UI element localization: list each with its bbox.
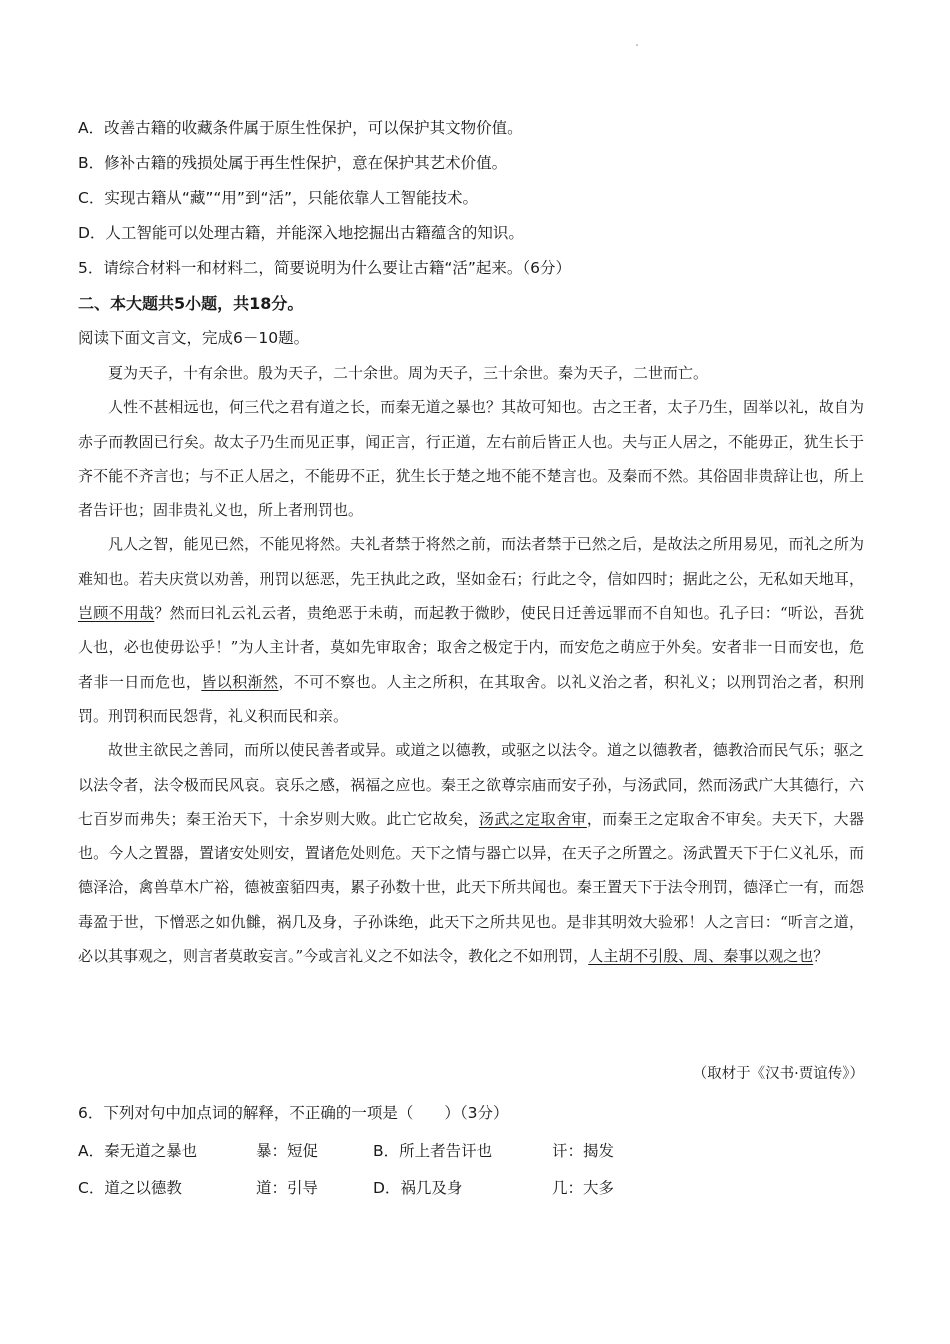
passage-paragraph-3 [78, 527, 864, 733]
question-6-stem: 6．下列对句中加点词的解释，不正确的一项是（ ）（3分） [78, 1104, 509, 1122]
q4-option-c: C．实现古籍从“藏”“用”到“活”，只能依靠人工智能技术。 [78, 189, 479, 207]
passage-source: （取材于《汉书·贾谊传》） [692, 1066, 864, 1082]
underlined-sentence: 汤武之定取舍审 [478, 809, 587, 828]
passage-text: 故世主欲民之善同，而所以使民善者或异。或道之以德教，或驱之以法令。道之以德教者，德教洽而民气乐；驱之以法令者，法令极而民风哀。哀乐之感，祸福之应也。秦王之欲尊宗庙而安子孙，与汤武同，然而汤武广大其德行，六七百岁而弗失；秦王治天下，十余岁则大败。此亡它故矣， [78, 741, 864, 828]
passage-text: ？然而曰礼云礼云者，贵绝恶于未萌，而起教于微眇，使民日迁善远罪而不自知也。孔子曰：“听讼，吾犹人也，必也使毋讼乎！”为人主计者，莫如先审取舍；取舍之极定于内，而安危之萌应于外矣。安者非一日而安也，危者非一日而危也， [78, 604, 864, 691]
underlined-sentence: 人主胡不引殷、周、秦事以观之也 [588, 947, 814, 966]
scan-dot [636, 44, 638, 46]
underlined-sentence: 岂顾不用哉 [78, 604, 155, 623]
passage-text: ，不可不察也。人主之所积，在其取舍。以礼义治之者，积礼义；以刑罚治之者，积刑罚。刑罚积而民怨背，礼义积而民和亲。 [78, 672, 864, 725]
underlined-sentence: 皆以积渐然 [201, 672, 279, 691]
q6-option-c: C．道之以德教 [78, 1179, 182, 1197]
classical-passage [78, 356, 864, 973]
passage-text: ，而秦王之定取舍不审矣。夫天下，大器也。今人之置器，置诸安处则安，置诸危处则危。天下之情与器亡以异，在天子之所置之。汤武置天下于仁义礼乐，而德泽洽，禽兽草木广裕，德被蛮貊四夷，累子孙数十世，此天下所共闻也。秦王置天下于法令刑罚，德泽亡一有，而怨毒盈于世，下憎恶之如仇雠，祸几及身，子孙诛绝，此天下之所共见也。是非其明效大验邪！人之言曰：“听言之道，必以其事观之，则言者莫敢妄言。”今或言礼义之不如法令，教化之不如刑罚， [78, 809, 864, 966]
q6-option-d-gloss: 几：大多 [552, 1179, 615, 1197]
question-5: 5．请综合材料一和材料二，简要说明为什么要让古籍“活”起来。（6分） [78, 259, 572, 277]
passage-paragraph-4 [78, 733, 864, 973]
q6-option-b-gloss: 讦：揭发 [552, 1142, 615, 1160]
passage-paragraph-2: 人性不甚相远也，何三代之君有道之长，而秦无道之暴也？其故可知也。古之王者，太子乃生，固举以礼，故自为赤子而教固已行矣。故太子乃生而见正事，闻正言，行正道，左右前后皆正人也。夫与正人居之，不能毋正，犹生长于齐不能不齐言也；与不正人居之，不能毋不正，犹生长于楚之地不能不楚言也。及秦而不然。其俗固非贵辞让也，所上者告讦也；固非贵礼义也，所上者刑罚也。 [78, 398, 864, 520]
q6-option-c-gloss: 道：引导 [256, 1179, 319, 1197]
q4-option-a: A．改善古籍的收藏条件属于原生性保护，可以保护其文物价值。 [78, 119, 523, 137]
reading-instruction: 阅读下面文言文，完成6－10题。 [78, 329, 310, 347]
q6-option-d: D．祸几及身 [373, 1179, 463, 1197]
q4-option-b: B．修补古籍的残损处属于再生性保护，意在保护其艺术价值。 [78, 154, 508, 172]
passage-paragraph-1: 夏为天子，十有余世。殷为天子，二十余世。周为天子，三十余世。秦为天子，二世而亡。 [108, 364, 709, 382]
q6-option-b: B．所上者告讦也 [373, 1142, 493, 1160]
q6-option-a: A．秦无道之暴也 [78, 1142, 198, 1160]
q6-option-a-gloss: 暴：短促 [256, 1142, 319, 1160]
passage-text: ？ [813, 947, 829, 966]
passage-text: 凡人之智，能见已然，不能见将然。夫礼者禁于将然之前，而法者禁于已然之后，是故法之所用易见，而礼之所为难知也。若夫庆赏以劝善，刑罚以惩恶，先王执此之政，坚如金石；行此之令，信如四时；据此之公，无私如天地耳， [78, 535, 864, 588]
section-2-heading: 二、本大题共5小题，共18分。 [78, 294, 304, 313]
q4-option-d: D．人工智能可以处理古籍，并能深入地挖掘出古籍蕴含的知识。 [78, 224, 524, 242]
